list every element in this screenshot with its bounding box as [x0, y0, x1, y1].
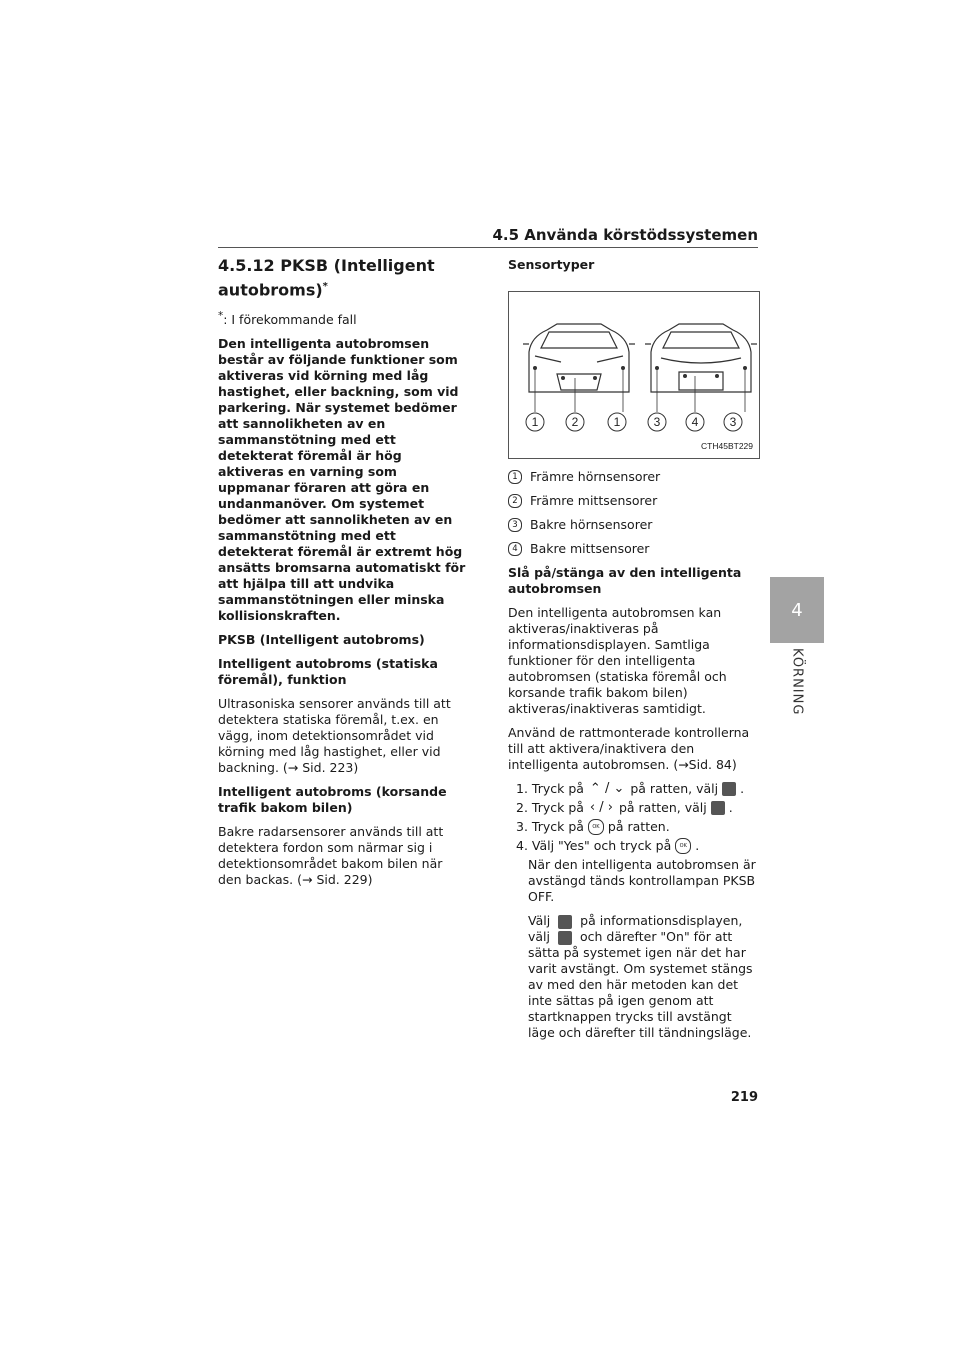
up-down-arrows-icon: ⌃ / ⌄: [589, 781, 625, 796]
legend-number: 3: [508, 518, 522, 532]
step-4: [516, 838, 760, 854]
legend-text: Bakre hörnsensorer: [530, 517, 653, 532]
callout-label: 1: [613, 415, 621, 429]
callout-label: 2: [571, 415, 579, 429]
subheading-toggle: Slå på/stänga av den intelligenta autobromsen: [508, 565, 742, 596]
note-text: och därefter "On" för att sätta på systemet igen när det har varit avstängt. Om systemet stängs av med den här metoden kan det inte sättas på igen genom att startknappen trycks till avstängt läge och därefter till tändningsläge.: [528, 929, 753, 1040]
settings-icon: [722, 782, 736, 796]
legend-text: Bakre mittsensorer: [530, 541, 650, 556]
legend-number: 4: [508, 542, 522, 556]
callout-label: 3: [729, 415, 737, 429]
paragraph-rear-cross-traffic: Bakre radarsensorer används till att detektera fordon som närmar sig i detektionsområdet bakom bilen när den backas. (→ Sid. 229): [218, 824, 444, 888]
subheading-rear-cross-traffic: Intelligent autobroms (korsande trafik bakom bilen): [218, 784, 447, 816]
footnote: [218, 308, 468, 328]
subheading-pksb: PKSB (Intelligent autobroms): [218, 632, 425, 648]
footnote-mark: *: [218, 310, 224, 323]
step-text: .: [740, 781, 745, 796]
legend-item: [508, 517, 760, 533]
legend-number: 2: [508, 494, 522, 508]
step-text: .: [695, 838, 700, 853]
left-column: [218, 255, 468, 896]
pksb-icon: [711, 801, 725, 815]
settings-icon: [558, 915, 572, 929]
step-text: 4. Välj "Yes" och tryck på: [516, 838, 672, 853]
step-text: 2. Tryck på: [516, 800, 584, 815]
step-text: .: [728, 800, 733, 815]
page-number: 219: [730, 1090, 758, 1105]
legend-text: Främre mittsensorer: [530, 493, 658, 508]
step-text: 1. Tryck på: [516, 781, 584, 796]
header-rule: [218, 247, 758, 248]
paragraph-display: Den intelligenta autobromsen kan aktiveras/inaktiveras på informationsdisplayen. Samtliga funktioner för den intelligenta autobromsen (statiska föremål och korsande trafik bakom bilen) aktiveras/inaktiveras samtidigt.: [508, 605, 727, 716]
subheading-sensor-types: Sensortyper: [508, 257, 595, 272]
chapter-label-text: KÖRNING: [789, 648, 805, 716]
paragraph-controls: Använd de rattmonterade kontrollerna till att aktivera/inaktivera den intelligenta autobromsen. (→Sid. 84): [508, 725, 750, 772]
section-header: 4.5 Använda körstödssystemen: [492, 226, 758, 244]
figure-code: CTH45BT229: [701, 441, 753, 451]
note-reenable: [528, 913, 760, 1041]
step-text: på ratten, välj: [618, 800, 707, 815]
step-2: [516, 800, 760, 816]
intro-paragraph: Den intelligenta autobromsen består av följande funktioner som aktiveras vid körning med låg hastighet, eller backning, som vid parkering. När systemet bedömer att sannolikheten av en sammanstötning med ett detekterat föremål är hög aktiveras en varning som uppmanar föraren att göra en undanmanöver. Om systemet bedömer att sannolikheten av en sammanstötning med ett detekterat föremål är extremt hög ansätts bromsarna automatiskt för att hjälpa till att undvika sammanstötningen eller minska kollisionskraften.: [218, 336, 466, 624]
ok-button-icon: OK: [588, 819, 604, 835]
left-right-arrows-icon: ‹ / ›: [589, 800, 613, 815]
note-text: på informationsdisplayen, välj: [528, 913, 743, 944]
legend-text: Främre hörnsensorer: [530, 469, 661, 484]
legend-item: [508, 541, 760, 557]
right-column: [508, 257, 760, 1049]
paragraph-static-objects: Ultrasoniska sensorer används till att detektera statiska föremål, t.ex. en vägg, inom detektionsområdet vid körning med låg hastighet, eller vid backning. (→ Sid. 223): [218, 696, 451, 776]
step-text: på ratten.: [607, 819, 670, 834]
callout-label: 4: [691, 415, 699, 429]
legend-item: [508, 469, 760, 485]
step-text: på ratten, välj: [630, 781, 719, 796]
callout-label: 3: [653, 415, 661, 429]
section-heading: [218, 255, 468, 300]
section-heading-text: 4.5.12 PKSB (Intelligent autobroms): [218, 256, 435, 300]
step-text: 3. Tryck på: [516, 819, 584, 834]
step-3: [516, 819, 760, 835]
heading-mark: *: [322, 281, 328, 292]
callout-label: 1: [531, 415, 539, 429]
chapter-label: [770, 648, 824, 715]
ok-button-icon: OK: [675, 838, 691, 854]
note-indicator: När den intelligenta autobromsen är avstängd tänds kontrollampan PKSB OFF.: [528, 857, 756, 904]
sensor-diagram: [509, 292, 759, 458]
chapter-tab: 4: [770, 577, 824, 643]
step-1: [516, 781, 760, 797]
subheading-static-objects: Intelligent autobroms (statiska föremål), funktion: [218, 656, 438, 688]
steps-list: [516, 781, 760, 854]
note-text: Välj: [528, 913, 551, 928]
sensor-figure: [508, 291, 760, 459]
pksb-icon: [558, 931, 572, 945]
footnote-text: : I förekommande fall: [223, 312, 357, 328]
legend-number: 1: [508, 470, 522, 484]
legend-item: [508, 493, 760, 509]
